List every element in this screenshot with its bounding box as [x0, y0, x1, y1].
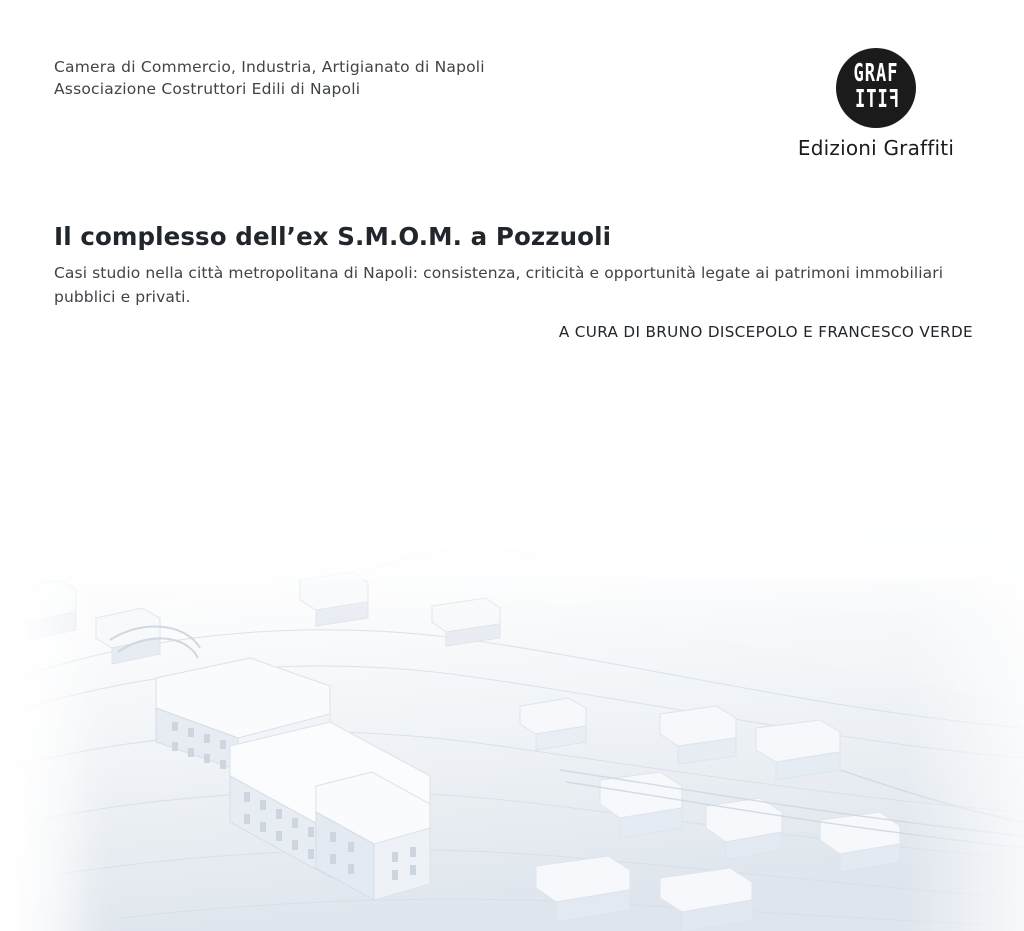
publisher-logo-mark — [836, 48, 916, 128]
title-block — [54, 222, 979, 341]
publisher-logo-line1: GRAF — [853, 59, 899, 89]
publisher-name: Edizioni Graffiti — [797, 136, 955, 160]
publisher-logo-icon — [836, 48, 916, 128]
organization-line-2: Associazione Costruttori Edili di Napoli — [54, 80, 361, 99]
publisher-logo-text — [853, 59, 899, 115]
publisher-block — [776, 48, 976, 160]
page-title: Il complesso dell’ex S.M.O.M. a Pozzuoli — [54, 222, 612, 251]
architectural-model-graphic — [0, 470, 1024, 931]
organizations-block — [54, 56, 485, 101]
page-subtitle: Casi studio nella città metropolitana di Napoli: consistenza, criticità e opportunità legate ai patrimoni immobiliari pubblici e privati. — [54, 264, 944, 307]
publisher-logo-line2: FITI — [853, 85, 899, 115]
cover-illustration — [0, 470, 1024, 931]
organization-line-1: Camera di Commercio, Industria, Artigianato di Napoli — [54, 58, 485, 76]
editors-credit: A CURA DI BRUNO DISCEPOLO E FRANCESCO VERDE — [558, 323, 973, 342]
